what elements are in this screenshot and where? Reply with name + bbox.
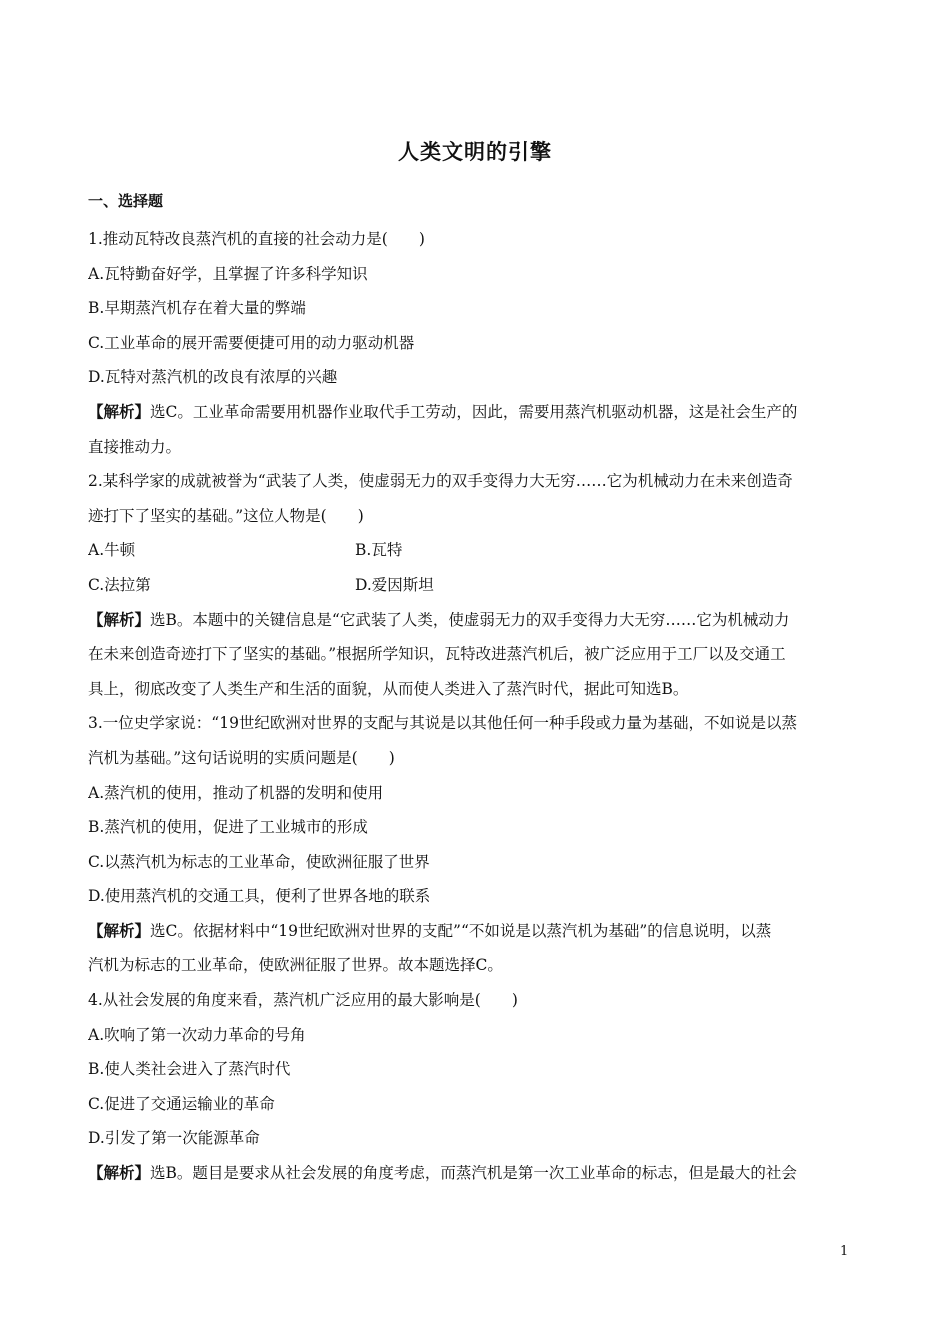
question-2-stem-line-2: 迹打下了坚实的基础。”这位人物是( ) — [88, 506, 364, 525]
analysis-tag: 【解析】 — [88, 921, 151, 940]
section-heading: 一、选择题 — [88, 192, 164, 210]
analysis-text: 选C。工业革命需要用机器作业取代手工劳动，因此，需要用蒸汽机驱动机器，这是社会生产的 — [150, 402, 798, 421]
question-3-stem-line-1: 3.一位史学家说：“19世纪欧洲对世界的支配与其说是以其他任何一种手段或力量为基础，不如说是以蒸 — [88, 714, 797, 733]
page-title: 人类文明的引擎 — [398, 140, 552, 164]
question-2-analysis-line-1 — [88, 603, 863, 638]
question-4 — [88, 983, 863, 1191]
analysis-text: 选B。题目是要求从社会发展的角度考虑，而蒸汽机是第一次工业革命的标志，但是最大的社会 — [150, 1164, 797, 1183]
question-2-options-row-1 — [88, 533, 863, 568]
analysis-text: 选C。依据材料中“19世纪欧洲对世界的支配”“不如说是以蒸汽机为基础”的信息说明，以蒸 — [150, 921, 772, 940]
question-4-option-d: D.引发了第一次能源革命 — [88, 1129, 260, 1148]
question-1-option-a: A.瓦特勤奋好学，且掌握了许多科学知识 — [88, 264, 368, 283]
question-3-option-d: D.使用蒸汽机的交通工具，便利了世界各地的联系 — [88, 887, 431, 906]
question-2-option-c: C.法拉第 — [88, 575, 151, 594]
question-4-option-c: C.促进了交通运输业的革命 — [88, 1094, 275, 1113]
question-3-analysis-line-1 — [88, 914, 863, 949]
question-1-option-c: C.工业革命的展开需要便捷可用的动力驱动机器 — [88, 333, 415, 352]
analysis-tag: 【解析】 — [88, 1164, 151, 1183]
question-3-option-c: C.以蒸汽机为标志的工业革命，使欧洲征服了世界 — [88, 852, 430, 871]
analysis-tag: 【解析】 — [88, 610, 151, 629]
question-2-analysis-line-2: 在未来创造奇迹打下了坚实的基础。”根据所学知识，瓦特改进蒸汽机后，被广泛应用于工厂以及交通工 — [88, 645, 786, 664]
question-4-analysis-line-1 — [88, 1156, 863, 1191]
question-3-stem-line-2: 汽机为基础。”这句话说明的实质问题是( ) — [88, 748, 395, 767]
question-2-options-row-2 — [88, 568, 863, 603]
question-1 — [88, 222, 863, 464]
question-4-option-b: B.使人类社会进入了蒸汽时代 — [88, 1060, 291, 1079]
question-2 — [88, 464, 863, 706]
question-3 — [88, 706, 863, 983]
question-2-option-d: D.爱因斯坦 — [355, 575, 434, 594]
question-2-option-b: B.瓦特 — [355, 541, 403, 560]
question-4-stem: 4.从社会发展的角度来看，蒸汽机广泛应用的最大影响是( ) — [88, 991, 518, 1010]
question-3-option-a: A.蒸汽机的使用，推动了机器的发明和使用 — [88, 783, 384, 802]
document-body — [88, 188, 863, 1191]
page-number: 1 — [840, 1244, 849, 1259]
question-1-option-d: D.瓦特对蒸汽机的改良有浓厚的兴趣 — [88, 368, 338, 387]
question-1-analysis-line-1 — [88, 395, 863, 430]
question-3-analysis-line-2: 汽机为标志的工业革命，使欧洲征服了世界。故本题选择C。 — [88, 956, 503, 975]
question-2-analysis-line-3: 具上，彻底改变了人类生产和生活的面貌，从而使人类进入了蒸汽时代，据此可知选B。 — [88, 679, 689, 698]
analysis-text: 选B。本题中的关键信息是“它武装了人类，使虚弱无力的双手变得力大无穷……它为机械动力 — [150, 610, 790, 629]
analysis-tag: 【解析】 — [88, 402, 151, 421]
question-2-stem-line-1: 2.某科学家的成就被誉为“武装了人类，使虚弱无力的双手变得力大无穷……它为机械动力在未来创造奇 — [88, 472, 793, 491]
question-4-option-a: A.吹响了第一次动力革命的号角 — [88, 1025, 306, 1044]
question-1-stem: 1.推动瓦特改良蒸汽机的直接的社会动力是( ) — [88, 230, 425, 248]
question-2-option-a: A.牛顿 — [88, 541, 136, 560]
question-1-option-b: B.早期蒸汽机存在着大量的弊端 — [88, 299, 306, 318]
question-1-analysis-line-2: 直接推动力。 — [88, 437, 182, 456]
question-3-option-b: B.蒸汽机的使用，促进了工业城市的形成 — [88, 818, 368, 837]
